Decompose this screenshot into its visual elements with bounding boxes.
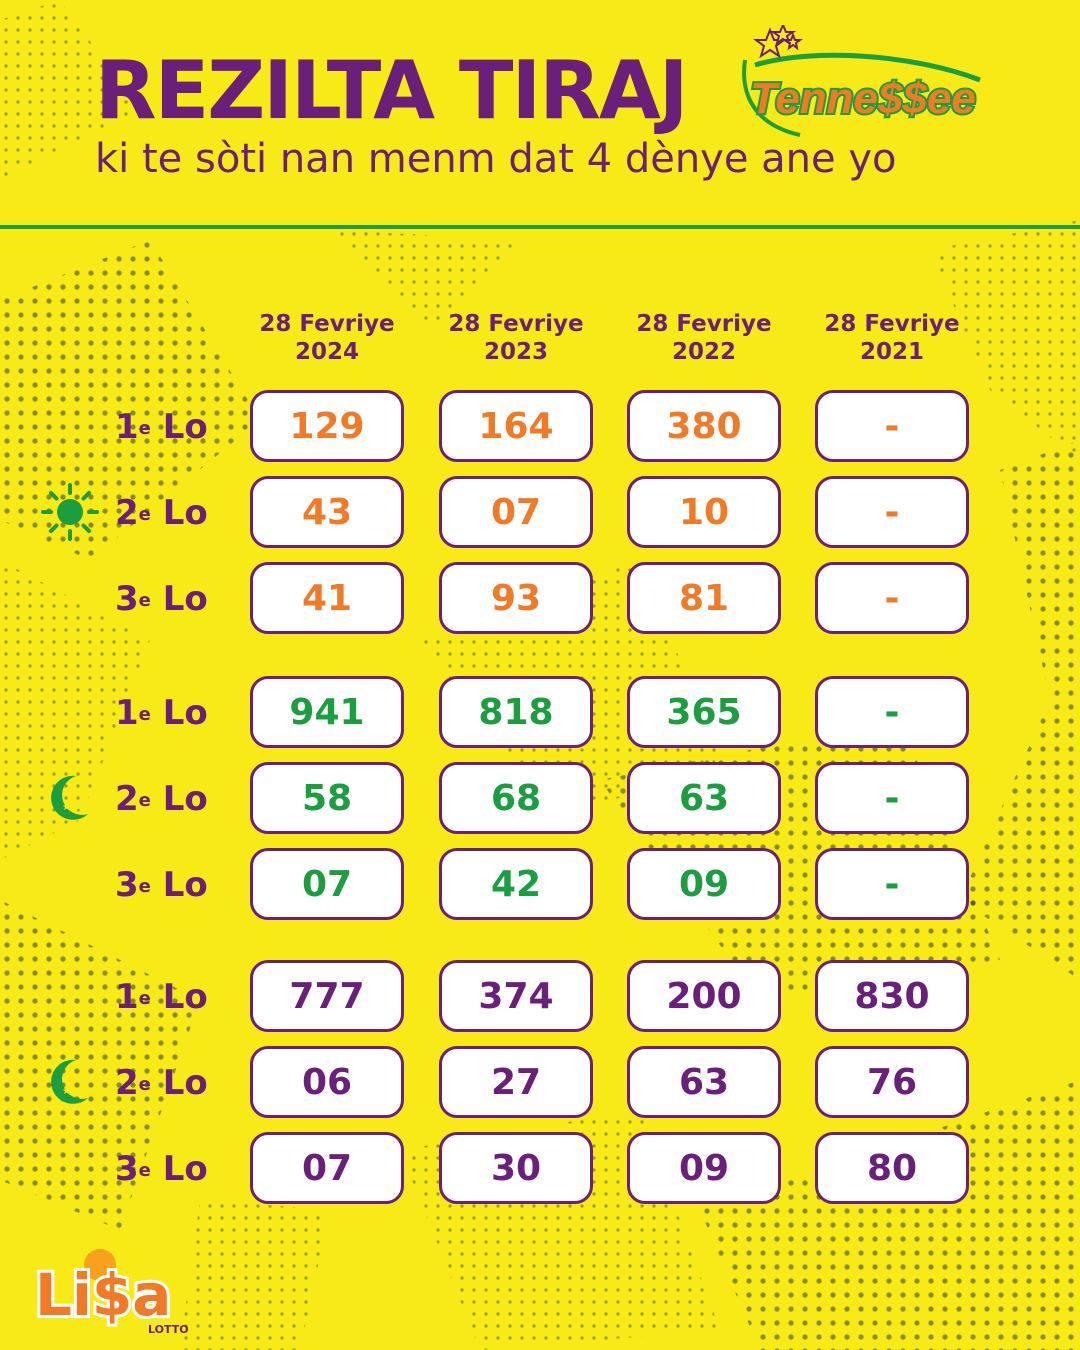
result-cell: 43 xyxy=(250,476,404,548)
result-cell: 09 xyxy=(627,848,781,920)
svg-text:★: ★ xyxy=(62,802,71,813)
row-label-text: Lo xyxy=(150,1063,208,1103)
row-label-suffix: e xyxy=(138,590,151,611)
row-label xyxy=(115,1063,225,1103)
row-label-suffix: e xyxy=(138,418,151,439)
result-cell: 380 xyxy=(627,390,781,462)
svg-text:Li$a: Li$a xyxy=(35,1261,172,1329)
result-cell: 81 xyxy=(627,562,781,634)
moon-star-icon xyxy=(40,1052,100,1112)
result-cell: - xyxy=(815,562,969,634)
result-cell: 63 xyxy=(627,762,781,834)
header-divider xyxy=(0,225,1080,229)
result-cell: 80 xyxy=(815,1132,969,1204)
row-label-number: 3 xyxy=(115,579,139,619)
result-cell: 07 xyxy=(439,476,593,548)
page-title: REZILTA TIRAJ xyxy=(95,44,687,137)
row-label-number: 2 xyxy=(115,779,139,819)
result-cell: 06 xyxy=(250,1046,404,1118)
column-header-date: 28 Fevriye xyxy=(259,311,395,337)
svg-text:★: ★ xyxy=(62,1086,71,1097)
column-header-2023 xyxy=(431,310,601,366)
moon-star-icon xyxy=(40,768,100,828)
row-label-suffix: e xyxy=(138,876,151,897)
svg-text:★: ★ xyxy=(68,787,80,802)
result-cell: 68 xyxy=(439,762,593,834)
row-label-number: 1 xyxy=(115,693,139,733)
result-cell: 41 xyxy=(250,562,404,634)
result-cell: 200 xyxy=(627,960,781,1032)
row-label-text: Lo xyxy=(150,693,208,733)
result-cell: 30 xyxy=(439,1132,593,1204)
column-header-2021 xyxy=(807,310,977,366)
column-header-date: 28 Fevriye xyxy=(636,311,772,337)
result-cell: 09 xyxy=(627,1132,781,1204)
lisa-lotto-logo xyxy=(30,1245,195,1340)
column-header-2024 xyxy=(242,310,412,366)
result-cell: 27 xyxy=(439,1046,593,1118)
result-cell: 818 xyxy=(439,676,593,748)
row-label-text: Lo xyxy=(150,779,208,819)
row-label-text: Lo xyxy=(150,865,208,905)
row-label-text: Lo xyxy=(150,407,208,447)
result-cell: 07 xyxy=(250,1132,404,1204)
result-cell: 93 xyxy=(439,562,593,634)
row-label-number: 2 xyxy=(115,1063,139,1103)
row-label-suffix: e xyxy=(138,988,151,1009)
row-label-number: 3 xyxy=(115,865,139,905)
result-cell: 374 xyxy=(439,960,593,1032)
row-label xyxy=(115,779,225,819)
column-header-year: 2024 xyxy=(294,339,359,365)
sun-icon xyxy=(40,482,100,542)
result-cell: 07 xyxy=(250,848,404,920)
column-header-date: 28 Fevriye xyxy=(824,311,960,337)
result-cell: 58 xyxy=(250,762,404,834)
result-cell: - xyxy=(815,762,969,834)
column-header-year: 2021 xyxy=(859,339,924,365)
column-header-year: 2023 xyxy=(483,339,548,365)
row-label-text: Lo xyxy=(150,579,208,619)
result-cell: - xyxy=(815,848,969,920)
result-cell: 129 xyxy=(250,390,404,462)
result-cell: - xyxy=(815,676,969,748)
result-cell: - xyxy=(815,476,969,548)
result-cell: - xyxy=(815,390,969,462)
row-label-number: 2 xyxy=(115,493,139,533)
svg-text:★: ★ xyxy=(72,805,80,814)
row-label-number: 3 xyxy=(115,1149,139,1189)
svg-text:★: ★ xyxy=(68,1071,80,1086)
row-label xyxy=(115,693,225,733)
page-subtitle: ki te sòti nan menm dat 4 dènye ane yo xyxy=(95,136,897,182)
row-label-text: Lo xyxy=(150,493,208,533)
row-label-text: Lo xyxy=(150,1149,208,1189)
result-cell: 941 xyxy=(250,676,404,748)
row-label-text: Lo xyxy=(150,977,208,1017)
row-label xyxy=(115,493,225,533)
column-header-date: 28 Fevriye xyxy=(448,311,584,337)
row-label xyxy=(115,407,225,447)
row-label xyxy=(115,579,225,619)
result-cell: 63 xyxy=(627,1046,781,1118)
row-label-number: 1 xyxy=(115,977,139,1017)
result-cell: 76 xyxy=(815,1046,969,1118)
row-label xyxy=(115,1149,225,1189)
svg-text:LOTTO: LOTTO xyxy=(148,1323,189,1336)
result-cell: 365 xyxy=(627,676,781,748)
tennessee-logo xyxy=(725,25,990,140)
svg-text:★: ★ xyxy=(72,1089,80,1098)
column-header-2022 xyxy=(619,310,789,366)
svg-text:Tenne$$ee: Tenne$$ee xyxy=(750,74,976,123)
row-label xyxy=(115,865,225,905)
row-label-number: 1 xyxy=(115,407,139,447)
result-cell: 10 xyxy=(627,476,781,548)
row-label-suffix: e xyxy=(138,1074,151,1095)
row-label-suffix: e xyxy=(138,790,151,811)
row-label-suffix: e xyxy=(138,704,151,725)
result-cell: 777 xyxy=(250,960,404,1032)
row-label xyxy=(115,977,225,1017)
row-label-suffix: e xyxy=(138,504,151,525)
column-header-year: 2022 xyxy=(671,339,736,365)
row-label-suffix: e xyxy=(138,1160,151,1181)
result-cell: 830 xyxy=(815,960,969,1032)
result-cell: 164 xyxy=(439,390,593,462)
result-cell: 42 xyxy=(439,848,593,920)
